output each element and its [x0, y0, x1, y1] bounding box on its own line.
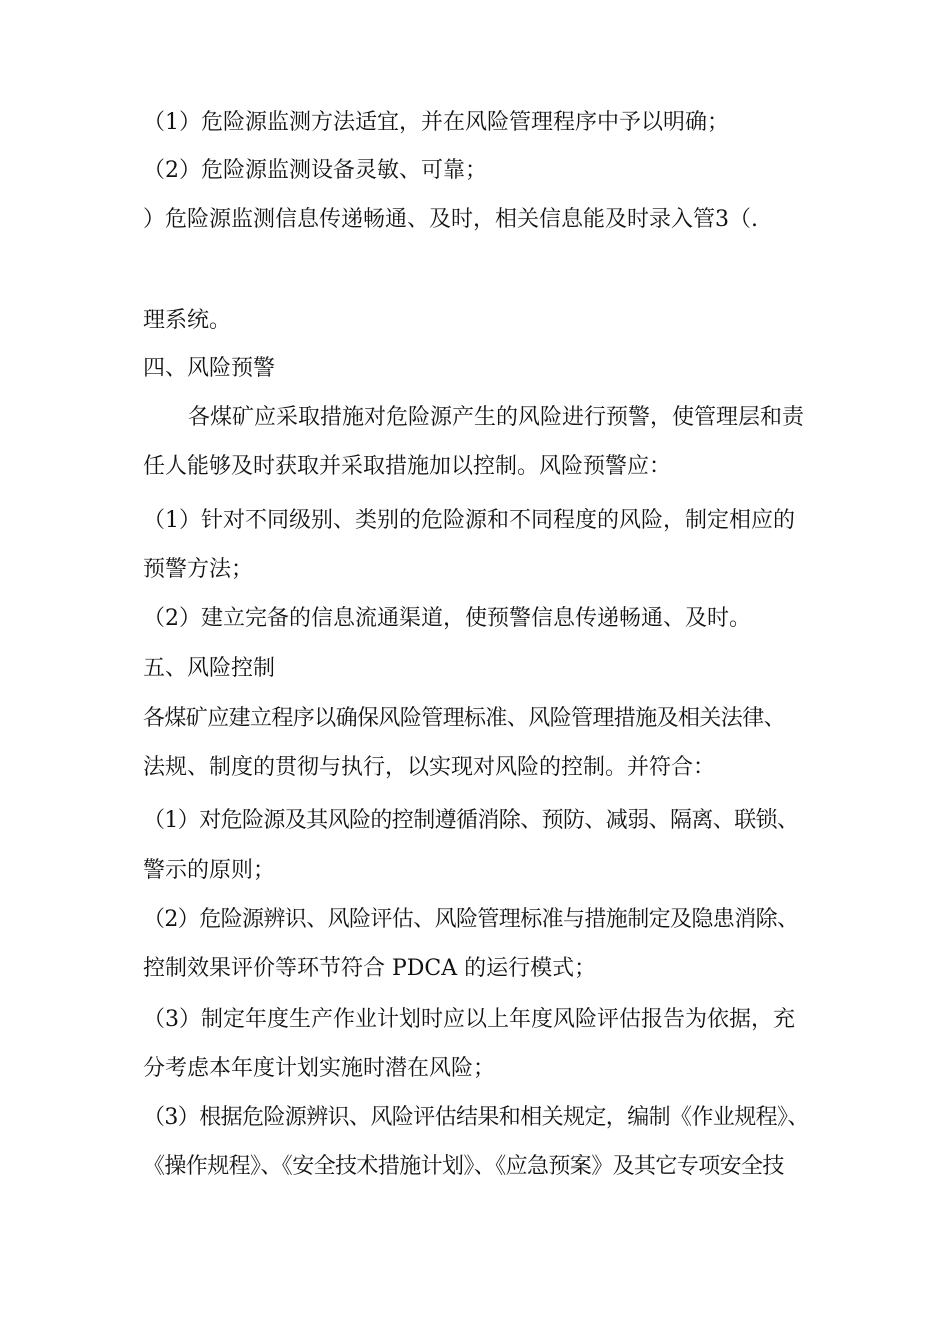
text-line-18: （3）制定年度生产作业计划时应以上年度风险评估报告为依据，充: [143, 1007, 795, 1032]
text-line-8: （1）针对不同级别、类别的危险源和不同程度的风险，制定相应的: [143, 508, 795, 533]
text-line-16: （2）危险源辨识、风险评估、风险管理标准与措施制定及隐患消除、: [143, 907, 799, 932]
section-heading-risk-warning: 四、风险预警: [143, 356, 276, 381]
text-line-19: 分考虑本年度计划实施时潜在风险；: [143, 1056, 496, 1081]
text-line-17: 控制效果评价等环节符合 PDCA 的运行模式；: [143, 956, 597, 981]
text-line-10: （2）建立完备的信息流通渠道，使预警信息传递畅通、及时。: [143, 606, 751, 631]
text-line-15: 警示的原则；: [143, 858, 276, 883]
text-line-20: （3）根据危险源辨识、风险评估结果和相关规定，编制《作业规程》、: [143, 1105, 809, 1130]
text-line-7: 任人能够及时获取并采取措施加以控制。风险预警应：: [143, 454, 672, 479]
text-line-2: （2）危险源监测设备灵敏、可靠；: [143, 158, 487, 183]
section-heading-risk-control: 五、风险控制: [143, 656, 276, 681]
text-line-1: （1）危险源监测方法适宜，并在风险管理程序中予以明确；: [143, 110, 729, 135]
text-line-6: 各煤矿应采取措施对危险源产生的风险进行预警，使管理层和责: [188, 405, 805, 430]
text-line-9: 预警方法；: [143, 557, 254, 582]
text-line-3: ）危险源监测信息传递畅通、及时，相关信息能及时录入管3（.: [143, 207, 758, 232]
text-line-4: 理系统。: [143, 308, 232, 333]
text-line-12: 各煤矿应建立程序以确保风险管理标准、风险管理措施及相关法律、: [143, 706, 786, 731]
text-line-21: 《操作规程》、《安全技术措施计划》、《应急预案》及其它专项安全技: [143, 1154, 784, 1179]
text-line-13: 法规、制度的贯彻与执行，以实现对风险的控制。并符合：: [143, 755, 716, 780]
text-line-14: （1）对危险源及其风险的控制遵循消除、预防、减弱、隔离、联锁、: [143, 808, 799, 833]
